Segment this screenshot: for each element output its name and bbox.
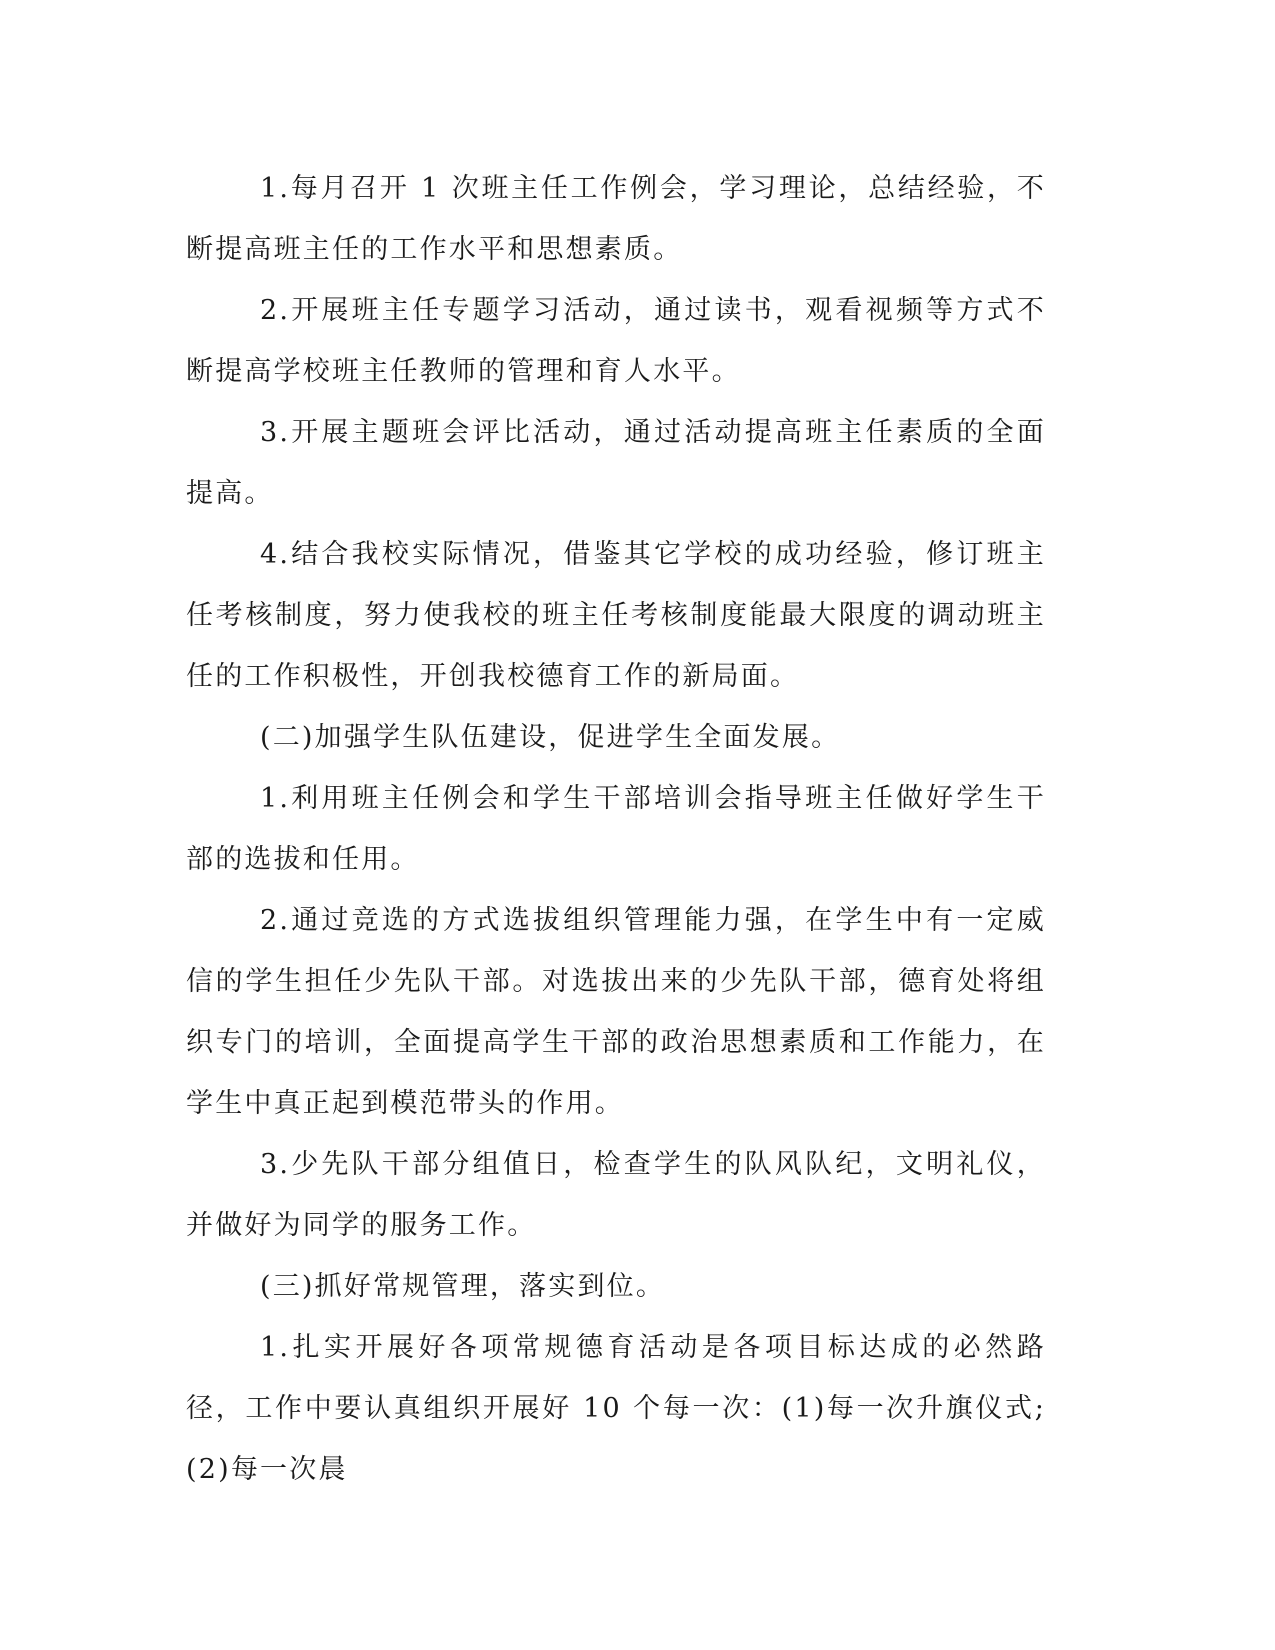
paragraph-4: 4.结合我校实际情况，借鉴其它学校的成功经验，修订班主任考核制度，努力使我校的班主任考核制度能最大限度的调动班主任的工作积极性，开创我校德育工作的新局面。 [186,539,1046,692]
paragraph-3: 3.开展主题班会评比活动，通过活动提高班主任素质的全面提高。 [186,417,1046,509]
paragraph-1: 1.每月召开 1 次班主任工作例会，学习理论，总结经验，不断提高班主任的工作水平和思想素质。 [186,173,1046,265]
section-heading-2: (二)加强学生队伍建设，促进学生全面发展。 [260,722,841,753]
paragraph-2: 2.开展班主任专题学习活动，通过读书，观看视频等方式不断提高学校班主任教师的管理和育人水平。 [186,295,1046,387]
document-body [186,158,1046,1500]
paragraph-6: 2.通过竞选的方式选拔组织管理能力强，在学生中有一定威信的学生担任少先队干部。对选拔出来的少先队干部，德育处将组织专门的培训，全面提高学生干部的政治思想素质和工作能力，在学生中真正起到模范带头的作用。 [186,905,1046,1119]
section-heading-3: (三)抓好常规管理，落实到位。 [260,1271,666,1302]
paragraph-5: 1.利用班主任例会和学生干部培训会指导班主任做好学生干部的选拔和任用。 [186,783,1046,875]
paragraph-7: 3.少先队干部分组值日，检查学生的队风队纪，文明礼仪，并做好为同学的服务工作。 [186,1149,1046,1241]
paragraph-8: 1.扎实开展好各项常规德育活动是各项目标达成的必然路径，工作中要认真组织开展好 10 个每一次：(1)每一次升旗仪式;(2)每一次晨 [186,1332,1046,1485]
